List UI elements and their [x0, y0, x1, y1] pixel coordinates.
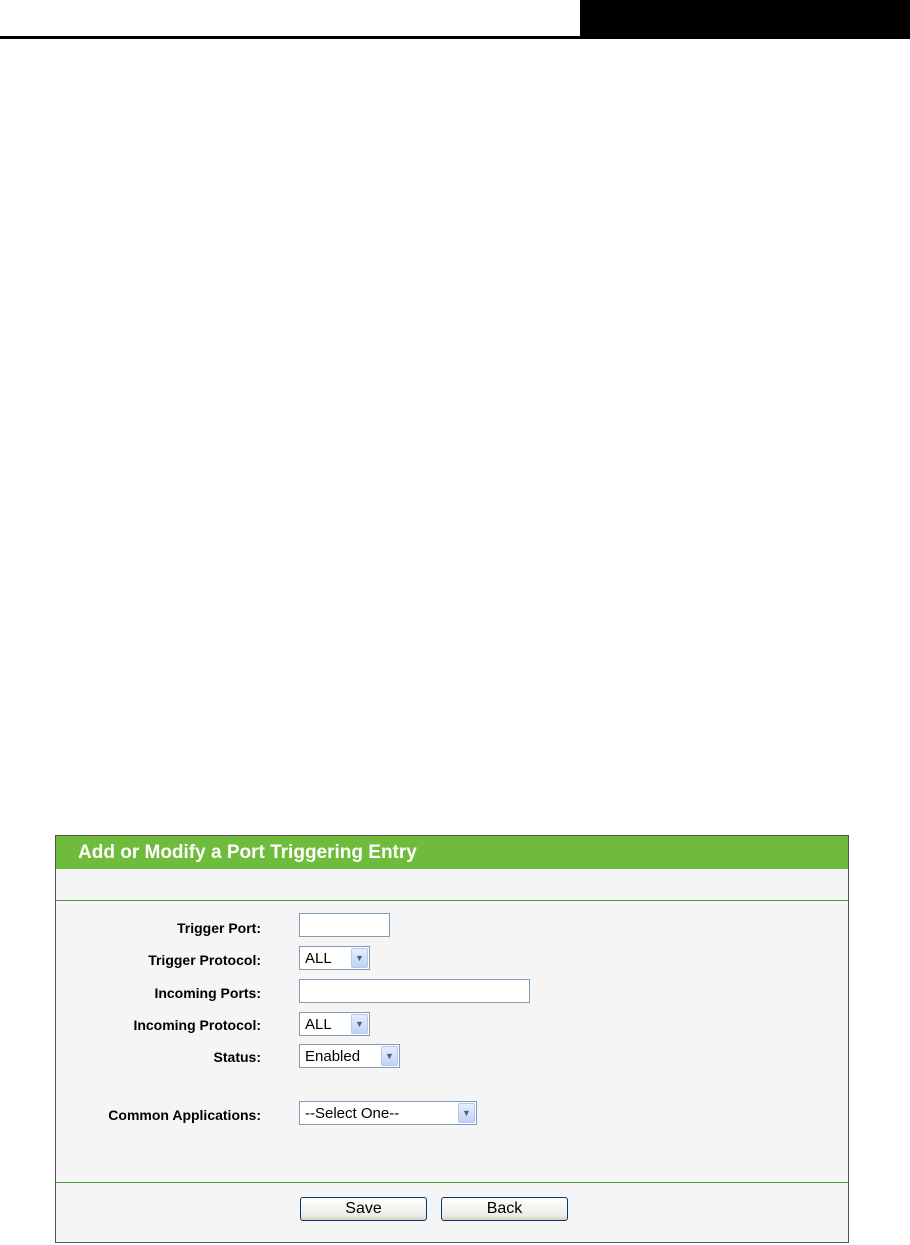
incoming-ports-input[interactable]: [299, 979, 530, 1003]
chevron-down-icon[interactable]: ▼: [351, 948, 368, 968]
status-label: Status:: [213, 1049, 261, 1065]
header-block: [580, 0, 910, 39]
chevron-down-icon[interactable]: ▼: [351, 1014, 368, 1034]
incoming-protocol-select[interactable]: [299, 1012, 370, 1036]
common-applications-label: Common Applications:: [108, 1107, 261, 1123]
trigger-protocol-label: Trigger Protocol:: [148, 952, 261, 968]
status-value: Enabled: [305, 1047, 361, 1065]
panel-subbar: [56, 869, 848, 900]
incoming-protocol-value: ALL: [305, 1015, 332, 1033]
common-applications-value: --Select One--: [305, 1104, 400, 1122]
port-triggering-panel: [55, 835, 849, 1243]
trigger-protocol-select[interactable]: [299, 946, 370, 970]
header-rule: [0, 36, 580, 39]
back-button[interactable]: Back: [441, 1197, 568, 1221]
button-bar: [56, 1183, 848, 1242]
form-area: [56, 901, 848, 1182]
status-select[interactable]: [299, 1044, 400, 1068]
panel-title: Add or Modify a Port Triggering Entry: [56, 836, 848, 869]
trigger-protocol-value: ALL: [305, 949, 332, 967]
save-button[interactable]: Save: [300, 1197, 427, 1221]
chevron-down-icon[interactable]: ▼: [458, 1103, 475, 1123]
trigger-port-label: Trigger Port:: [176, 920, 261, 936]
trigger-port-input[interactable]: [299, 913, 390, 937]
incoming-protocol-label: Incoming Protocol:: [133, 1017, 261, 1033]
incoming-ports-label: Incoming Ports:: [154, 985, 261, 1001]
common-applications-select[interactable]: [299, 1101, 477, 1125]
chevron-down-icon[interactable]: ▼: [381, 1046, 398, 1066]
